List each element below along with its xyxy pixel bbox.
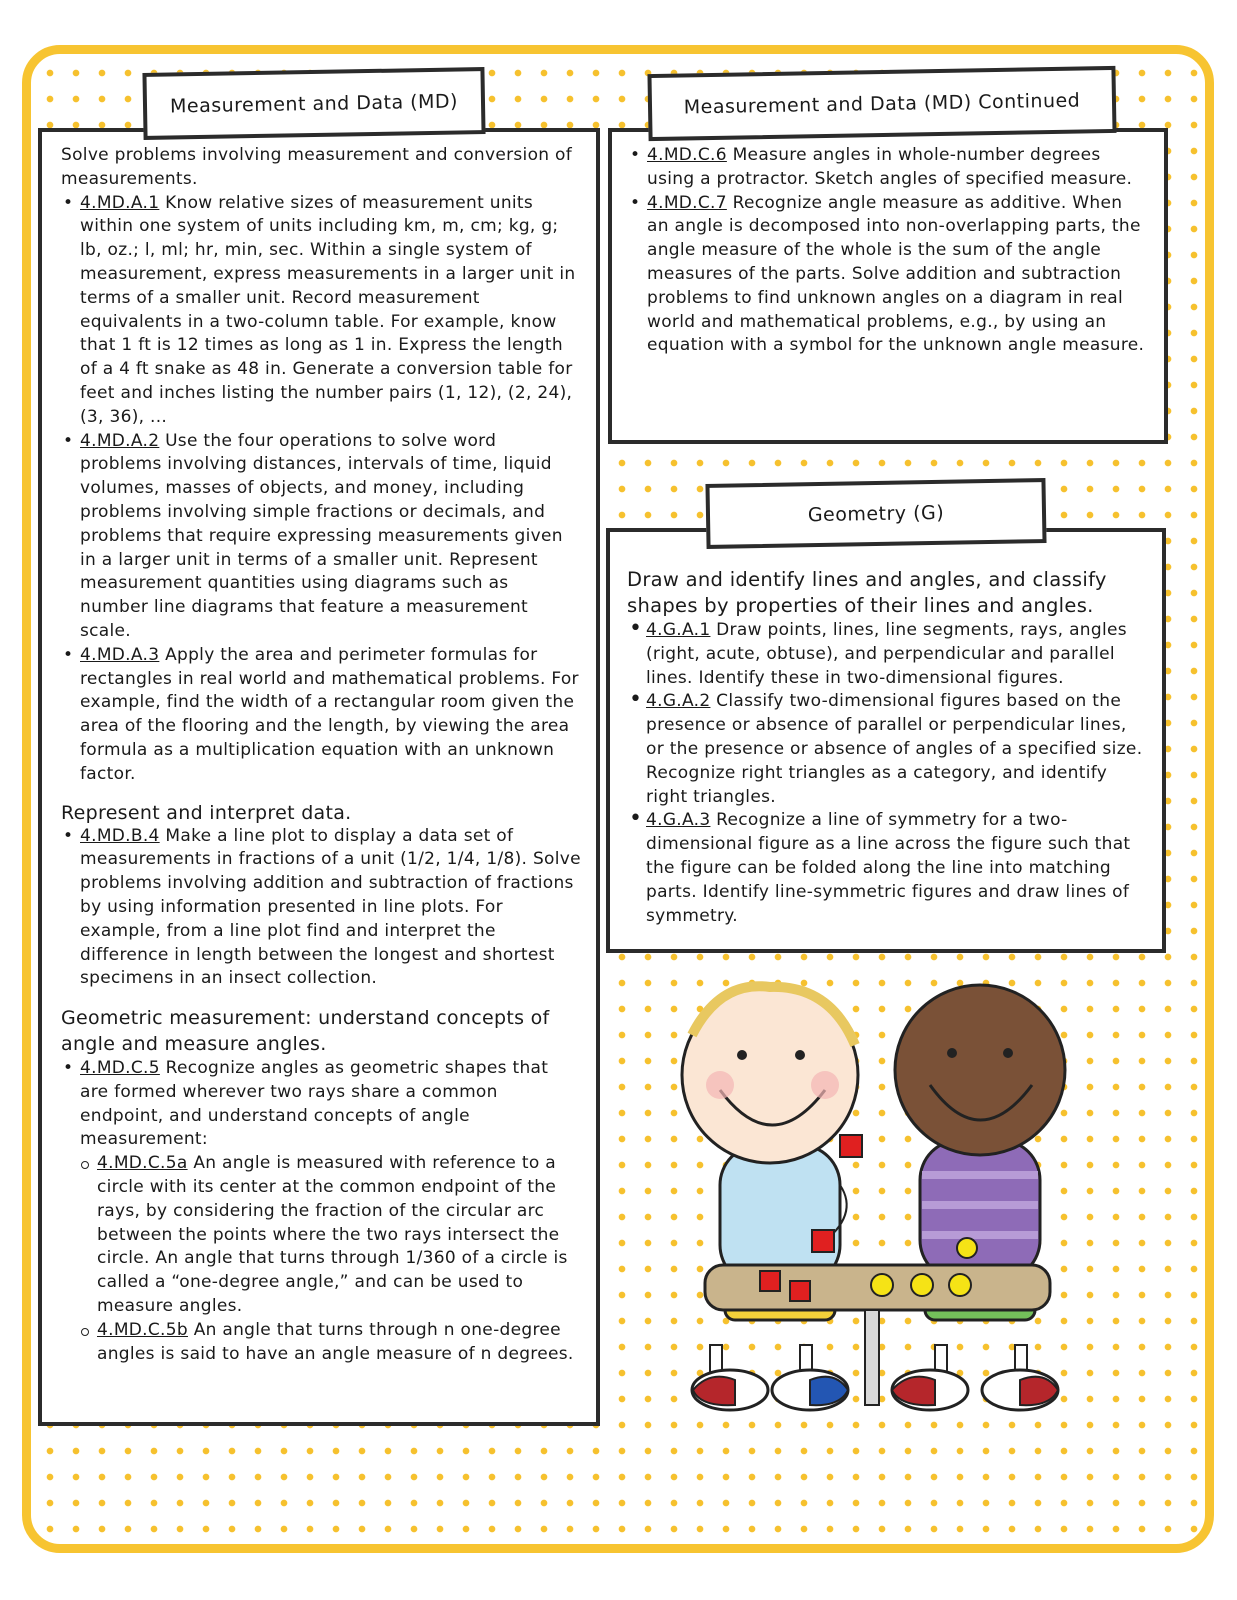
- standards-list: [627, 619, 1147, 928]
- standard-code: 4.MD.C.6: [647, 145, 727, 165]
- standard-text: Measure angles in whole-number degrees using a protractor. Sketch angles of specified measure.: [647, 145, 1133, 189]
- section-heading: Draw and identify lines and angles, and classify shapes by properties of their lines and angles.: [627, 568, 1107, 617]
- standard-text: An angle is measured with reference to a circle with its center at the common endpoint of the rays, by considering the fraction of the circular arc between the points where the two rays intersect the circle. An angle that turns through 1/360 of a circle is called a “one-degree angle,” and can be used to measure angles.: [97, 1153, 568, 1317]
- standard-code: 4.MD.C.5a: [97, 1153, 188, 1174]
- list-item: [61, 430, 581, 644]
- measurement-data-tab: [142, 67, 485, 140]
- section-heading: Geometric measurement: understand concepts of angle and measure angles.: [61, 1007, 550, 1056]
- standard-text: Recognize angles as geometric shapes that are formed wherever two rays share a common endpoint, and understand concepts of angle measurement:: [80, 1058, 549, 1150]
- list-item: [61, 825, 581, 992]
- geometry-content: [627, 567, 1147, 928]
- list-item: [61, 1319, 581, 1367]
- md-continued-content: [628, 144, 1148, 358]
- list-item: [627, 619, 1147, 690]
- standards-list: [61, 1057, 581, 1152]
- standard-text: An angle that turns through n one-degree angles is said to have an angle measure of n degrees.: [97, 1319, 574, 1364]
- md-continued-tab: [647, 66, 1116, 141]
- section-heading: Represent and interpret data.: [61, 801, 352, 824]
- standard-code: 4.MD.A.2: [80, 430, 160, 451]
- standard-code: 4.G.A.3: [646, 810, 711, 831]
- standard-code: 4.MD.C.5b: [97, 1319, 188, 1340]
- geometry-tab: [705, 478, 1046, 549]
- section-heading: Solve problems involving measurement and conversion of measurements.: [61, 145, 573, 189]
- standards-list: [61, 192, 581, 787]
- right-boy: [892, 985, 1065, 1410]
- standard-text: Apply the area and perimeter formulas for rectangles in real world and mathematical problems. For example, find the width of a rectangular room given the area of the flooring and the length, by viewing the area formula as a multiplication equation with an unknown factor.: [80, 644, 579, 784]
- standard-code: 4.MD.A.3: [80, 644, 160, 665]
- standards-list: [61, 825, 581, 992]
- list-item: [61, 1152, 581, 1319]
- standard-text: Recognize angle measure as additive. When an angle is decomposed into non-overlapping parts, the angle measure of the whole is the sum of the angle measures of the parts. Solve addition and subtraction problems to find unknown angles on a diagram in real world and mathematical problems, e.g., by using an equation with a symbol for the unknown angle measure.: [647, 192, 1145, 356]
- standard-code: 4.MD.B.4: [80, 825, 160, 846]
- sub-standards-list: [61, 1152, 581, 1366]
- list-item: [61, 644, 581, 787]
- geometry-title: Geometry (G): [807, 501, 945, 526]
- standard-text: Recognize a line of symmetry for a two-dimensional figure as a line across the figure such that the figure can be folded along the line into matching parts. Identify line-symmetric figures and draw lines of symmetry.: [646, 810, 1131, 926]
- standard-text: Know relative sizes of measurement units within one system of units including km, m, cm; kg, g; lb, oz.; l, ml; hr, min, sec. Within a single system of measurement, express measurements in a larger unit in terms of a smaller unit. Record measurement equivalents in a two-column table. For example, know that 1 ft is 12 times as long as 1 in. Express the length of a 4 ft snake as 48 in. Generate a conversion table for feet and inches listing the number pairs (1, 12), (2, 24), (3, 36), ...: [80, 192, 576, 427]
- list-item: [627, 809, 1147, 928]
- standard-code: 4.MD.A.1: [80, 192, 160, 213]
- md-continued-title: Measurement and Data (MD) Continued: [683, 89, 1081, 118]
- list-item: [628, 144, 1148, 192]
- list-item: [61, 192, 581, 430]
- standard-text: Use the four operations to solve word problems involving distances, intervals of time, liquid volumes, masses of objects, and money, including problems involving simple fractions or decimals, and problems that require expressing measurements given in a larger unit in terms of a smaller unit. Represent measurement quantities using diagrams such as number line diagrams that feature a measurement scale.: [80, 430, 563, 641]
- standards-list: [628, 144, 1148, 358]
- list-item: [627, 690, 1147, 809]
- kids-clipart: [660, 975, 1110, 1425]
- standard-code: 4.MD.C.7: [647, 192, 727, 213]
- measurement-data-content: [61, 144, 581, 1366]
- standard-text: Classify two-dimensional figures based on the presence or absence of parallel or perpendicular lines, or the presence or absence of angles of a specified size. Recognize right triangles as a category, and identify right triangles.: [646, 691, 1143, 807]
- measurement-data-title: Measurement and Data (MD): [169, 89, 459, 118]
- standard-text: Make a line plot to display a data set of measurements in fractions of a unit (1/2, 1/4, 1/8). Solve problems involving addition and subtraction of fractions by using information presented in line plots. For example, from a line plot find and interpret the difference in length between the longest and shortest specimens in an insect collection.: [80, 825, 581, 989]
- list-item: [61, 1057, 581, 1152]
- standard-code: 4.G.A.2: [646, 691, 711, 712]
- left-boy: [682, 986, 858, 1410]
- standard-text: Draw points, lines, line segments, rays, angles (right, acute, obtuse), and perpendicular and parallel lines. Identify these in two-dimensional figures.: [646, 620, 1127, 688]
- standard-code: 4.G.A.1: [646, 620, 711, 640]
- standard-code: 4.MD.C.5: [80, 1058, 160, 1079]
- list-item: [628, 192, 1148, 359]
